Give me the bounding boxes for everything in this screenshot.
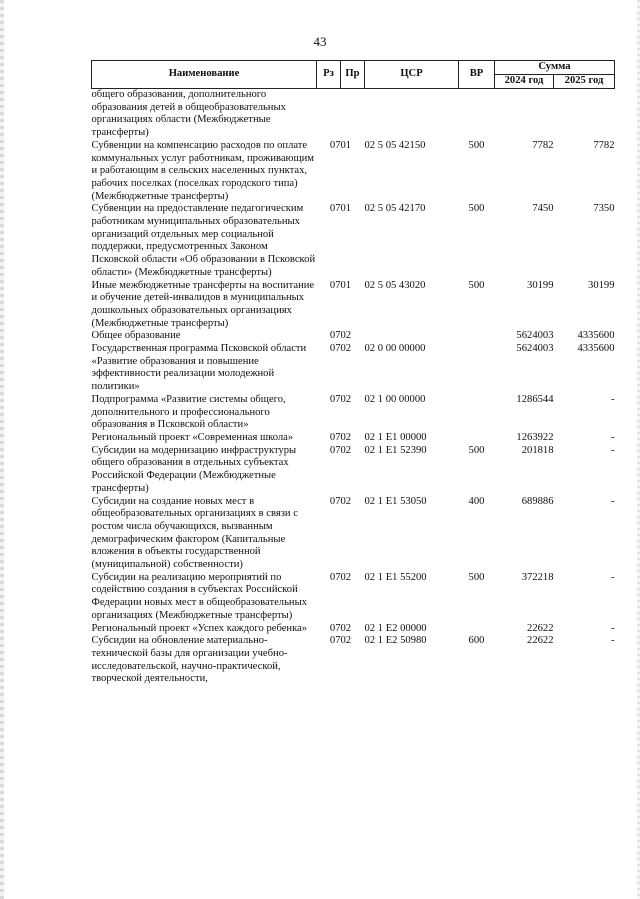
- cell-pr: 02: [340, 444, 352, 456]
- cell-sum-2025: -: [610, 393, 615, 405]
- cell-rz: 07: [329, 495, 341, 507]
- cell-pr: 01: [340, 279, 352, 291]
- col-header-name: Наименование: [92, 61, 317, 89]
- cell-rz: 07: [329, 622, 341, 634]
- cell-csr: 02 1 E1 52390: [364, 444, 427, 456]
- cell-name: Подпрограмма «Развитие системы общего, дополнительного и профессионального образования в Псковской области»: [91, 393, 286, 431]
- col-header-vr: ВР: [459, 61, 495, 89]
- cell-sum-2025: 4335600: [577, 330, 615, 342]
- cell-csr: 02 1 E1 53050: [364, 495, 427, 507]
- table-header: [92, 61, 615, 89]
- cell-sum-2025: 4335600: [577, 343, 615, 355]
- table-row: [92, 330, 615, 343]
- cell-pr: 01: [340, 203, 352, 215]
- cell-pr: 02: [340, 571, 352, 583]
- cell-vr: 400: [468, 495, 485, 507]
- cell-sum-2025: -: [610, 431, 615, 443]
- cell-pr: 02: [340, 330, 352, 342]
- cell-sum-2024: 372218: [521, 571, 554, 583]
- cell-sum-2025: -: [610, 571, 615, 583]
- cell-sum-2025: -: [610, 444, 615, 456]
- table-body: [92, 89, 615, 687]
- cell-rz: 07: [329, 393, 341, 405]
- cell-vr: [459, 432, 495, 445]
- table-row: [92, 432, 615, 445]
- cell-vr: 500: [468, 444, 485, 456]
- cell-csr: [365, 89, 459, 140]
- cell-vr: [459, 623, 495, 636]
- scan-edge-left: [0, 0, 4, 899]
- cell-pr: 02: [340, 343, 352, 355]
- cell-sum-2025: 7782: [593, 139, 615, 151]
- table-row: [92, 445, 615, 496]
- cell-rz: [317, 89, 341, 140]
- cell-csr: 02 0 00 00000: [364, 343, 426, 355]
- cell-rz: 07: [329, 139, 341, 151]
- col-header-csr: ЦСР: [365, 61, 459, 89]
- table-row: [92, 203, 615, 279]
- cell-vr: 600: [468, 635, 485, 647]
- cell-csr: [365, 330, 459, 343]
- cell-pr: 02: [340, 622, 352, 634]
- cell-sum-2024: 5624003: [516, 330, 554, 342]
- cell-vr: [459, 330, 495, 343]
- cell-name: Общее образование: [91, 330, 181, 342]
- cell-vr: [459, 343, 495, 394]
- cell-name: Субвенции на предоставление педагогическим работникам муниципальных образовательных организаций отдельных мер социальной поддержки, предусмотренных Законом Псковской области «Об образовании в Псковской области» (Межбюджетные трансферты): [91, 203, 316, 278]
- cell-name: Субсидии на обновление материально-технической базы для организации учебно-исследовательской, научно-практической, творческой деятельности,: [91, 635, 288, 685]
- cell-sum-2024: [495, 89, 554, 140]
- cell-rz: 07: [329, 343, 341, 355]
- table-row: [92, 635, 615, 686]
- cell-sum-2024: 201818: [521, 444, 554, 456]
- cell-sum-2024: 1263922: [516, 431, 554, 443]
- cell-rz: 07: [329, 444, 341, 456]
- cell-csr: 02 5 05 42170: [364, 203, 426, 215]
- table-row: [92, 140, 615, 204]
- cell-rz: 07: [329, 203, 341, 215]
- cell-name: Субвенции на компенсацию расходов по оплате коммунальных услуг работникам, проживающим и работающим в сельских населенных пунктах, рабочих поселках (поселках городского типа) (Межбюджетные трансферты): [91, 139, 314, 202]
- cell-vr: [459, 89, 495, 140]
- cell-sum-2025: 7350: [593, 203, 615, 215]
- cell-rz: 07: [329, 330, 341, 342]
- cell-sum-2025: 30199: [588, 279, 615, 291]
- col-header-rz: Рз: [317, 61, 341, 89]
- cell-rz: 07: [329, 279, 341, 291]
- cell-name: Иные межбюджетные трансферты на воспитание и обучение детей-инвалидов в муниципальных дошкольных образовательных организациях (Межбюджетные трансферты): [91, 279, 315, 329]
- cell-pr: 02: [340, 431, 352, 443]
- cell-sum-2024: 1286544: [516, 393, 554, 405]
- cell-vr: 500: [468, 571, 485, 583]
- cell-sum-2025: -: [610, 635, 615, 647]
- cell-name: Субсидии на модернизацию инфраструктуры общего образования в отдельных субъектах Российской Федерации (Межбюджетные трансферты): [91, 444, 297, 494]
- cell-csr: 02 1 E2 50980: [364, 635, 427, 647]
- cell-csr: 02 1 E1 55200: [364, 571, 427, 583]
- cell-sum-2024: 689886: [521, 495, 554, 507]
- cell-sum-2024: 7450: [532, 203, 554, 215]
- cell-pr: 02: [340, 393, 352, 405]
- table-row: [92, 89, 615, 140]
- cell-rz: 07: [329, 431, 341, 443]
- cell-name: Региональный проект «Современная школа»: [91, 431, 294, 443]
- cell-vr: 500: [468, 279, 485, 291]
- cell-vr: 500: [468, 203, 485, 215]
- cell-sum-2024: 22622: [527, 622, 554, 634]
- cell-name: Субсидии на реализацию мероприятий по содействию создания в субъектах Российской Федерации новых мест в общеобразовательных организациях (Межбюджетные трансферты): [91, 571, 307, 621]
- cell-pr: [341, 89, 365, 140]
- cell-sum-2025: [554, 89, 615, 140]
- cell-csr: 02 5 05 43020: [364, 279, 426, 291]
- col-header-year-2025: 2025 год: [554, 75, 615, 89]
- cell-sum-2024: 5624003: [516, 343, 554, 355]
- budget-table: [91, 60, 615, 686]
- page-number: 43: [313, 34, 327, 49]
- cell-rz: 07: [329, 635, 341, 647]
- cell-sum-2025: -: [610, 622, 615, 634]
- cell-name: общего образования, дополнительного образования детей в общеобразовательных организациях области (Межбюджетные трансферты): [91, 89, 286, 139]
- table-row: [92, 343, 615, 394]
- table-row: [92, 496, 615, 572]
- cell-name: Государственная программа Псковской области «Развитие образования и повышение эффективности реализации молодежной политики»: [91, 343, 307, 393]
- cell-vr: 500: [468, 139, 485, 151]
- table-row: [92, 623, 615, 636]
- col-header-pr: Пр: [341, 61, 365, 89]
- cell-csr: 02 1 E2 00000: [364, 622, 427, 634]
- cell-sum-2024: 7782: [532, 139, 554, 151]
- cell-rz: 07: [329, 571, 341, 583]
- cell-sum-2024: 30199: [527, 279, 554, 291]
- cell-csr: 02 5 05 42150: [364, 139, 426, 151]
- col-header-sum: Сумма: [495, 61, 615, 75]
- cell-sum-2025: -: [610, 495, 615, 507]
- table-row: [92, 572, 615, 623]
- cell-sum-2024: 22622: [527, 635, 554, 647]
- cell-name: Субсидии на создание новых мест в общеобразовательных организациях в связи с ростом числа обучающихся, вызванным демографическим фактором (Капитальные вложения в объекты государственной (муниципальной) собственности): [91, 495, 298, 571]
- cell-pr: 01: [340, 139, 352, 151]
- table-row: [92, 280, 615, 331]
- cell-csr: 02 1 00 00000: [364, 393, 426, 405]
- cell-csr: 02 1 E1 00000: [364, 431, 427, 443]
- col-header-year-2024: 2024 год: [495, 75, 554, 89]
- cell-pr: 02: [340, 495, 352, 507]
- cell-name: Региональный проект «Успех каждого ребенка»: [91, 622, 308, 634]
- cell-vr: [459, 394, 495, 432]
- table-row: [92, 394, 615, 432]
- cell-pr: 02: [340, 635, 352, 647]
